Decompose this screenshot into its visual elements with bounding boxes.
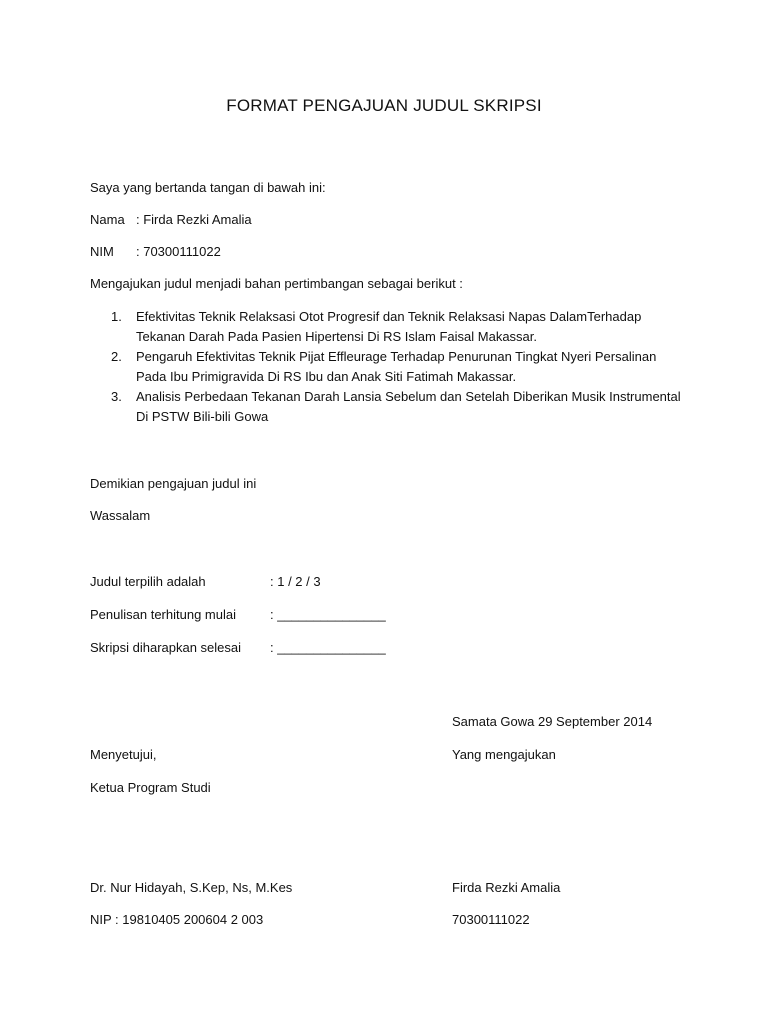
skripsi-value: : _______________: [270, 640, 386, 655]
nim-value: : 70300111022: [136, 244, 221, 259]
list-number: 3.: [111, 389, 122, 404]
nama-label: Nama: [90, 212, 125, 227]
skripsi-label: Skripsi diharapkan selesai: [90, 640, 242, 655]
intro-text: Saya yang bertanda tangan di bawah ini:: [90, 180, 326, 195]
wassalam-text: Wassalam: [90, 508, 151, 523]
list-number: 2.: [111, 349, 122, 364]
list-number: 1.: [111, 309, 122, 324]
applicant-name: Firda Rezki Amalia: [452, 880, 561, 895]
demikian-text: Demikian pengajuan judul ini: [90, 476, 257, 491]
list-item: [111, 347, 681, 387]
judul-terpilih-value: : 1 / 2 / 3: [270, 574, 321, 589]
nama-value: : Firda Rezki Amalia: [136, 212, 252, 227]
nim-label: NIM: [90, 244, 114, 259]
applicant-nim: 70300111022: [452, 912, 530, 927]
ketua-text: Ketua Program Studi: [90, 780, 211, 795]
list-item: [111, 387, 681, 427]
page-title: FORMAT PENGAJUAN JUDUL SKRIPSI: [226, 96, 542, 115]
yang-mengajukan-text: Yang mengajukan: [452, 747, 556, 762]
place-date: Samata Gowa 29 September 2014: [452, 714, 653, 729]
mengajukan-text: Mengajukan judul menjadi bahan pertimbangan sebagai berikut :: [90, 276, 463, 291]
approver-name: Dr. Nur Hidayah, S.Kep, Ns, M.Kes: [90, 880, 293, 895]
menyetujui-text: Menyetujui,: [90, 747, 157, 762]
list-item: [111, 307, 681, 347]
penulisan-label: Penulisan terhitung mulai: [90, 607, 236, 622]
penulisan-value: : _______________: [270, 607, 386, 622]
list-text: Analisis Perbedaan Tekanan Darah Lansia Sebelum dan Setelah Diberikan Musik Instrumental Di PSTW Bili-bili Gowa: [136, 389, 681, 424]
approver-nip: NIP : 19810405 200604 2 003: [90, 912, 264, 927]
title-list: [111, 307, 681, 427]
judul-terpilih-label: Judul terpilih adalah: [90, 574, 206, 589]
list-text: Efektivitas Teknik Relaksasi Otot Progresif dan Teknik Relaksasi Napas DalamTerhadap Tekanan Darah Pada Pasien Hipertensi Di RS Islam Faisal Makassar.: [136, 309, 642, 344]
list-text: Pengaruh Efektivitas Teknik Pijat Effleurage Terhadap Penurunan Tingkat Nyeri Persalinan Pada Ibu Primigravida Di RS Ibu dan Anak Siti Fatimah Makassar.: [136, 349, 657, 384]
